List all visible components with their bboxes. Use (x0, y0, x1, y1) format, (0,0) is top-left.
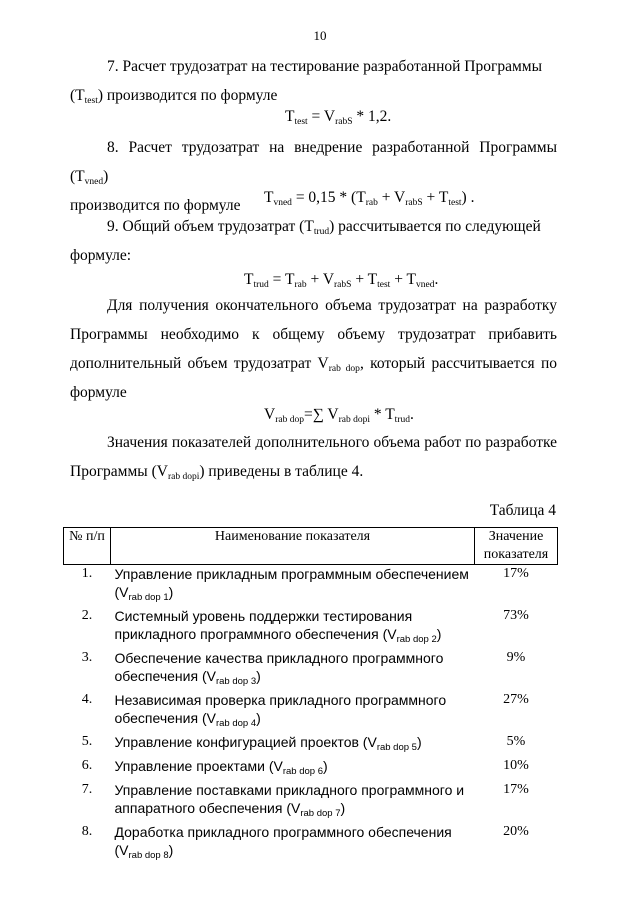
table-row (64, 691, 558, 733)
row-number: 5. (81, 734, 93, 749)
row-name-text: Управление поставками прикладного программного и аппаратного обеспечения (V (114, 782, 465, 816)
row-value: 17% (503, 782, 529, 797)
row-name-close: ) (256, 668, 261, 684)
row-value: 9% (506, 650, 526, 665)
row-value: 5% (506, 734, 526, 749)
formula-t-test (285, 107, 391, 127)
row-name-subscript: rab dop 1 (128, 592, 169, 603)
text: + T (422, 189, 449, 206)
text: + T (390, 271, 417, 288)
header-num: № п/п (64, 528, 111, 565)
text: ) . (461, 189, 475, 206)
row-name-text: Управление проектами (V (114, 758, 283, 774)
row-name-text: Доработка прикладного программного обеспечения (V (114, 824, 452, 858)
row-name-close: ) (436, 626, 442, 642)
text: = T (268, 271, 295, 288)
text: + V (306, 271, 335, 288)
row-name-close: ) (416, 734, 422, 750)
table-row (64, 823, 558, 865)
text: , который рассчитывается по формуле (70, 355, 557, 401)
row-number: 7. (81, 782, 93, 797)
row-value: 73% (503, 608, 529, 623)
subscript: rabS (335, 117, 353, 127)
row-name-subscript: rab dop 5 (376, 742, 417, 753)
row-name-subscript: rab dop 4 (215, 718, 257, 729)
row-number: 2. (81, 608, 93, 623)
row-value: 17% (503, 566, 529, 581)
table-caption: Таблица 4 (489, 502, 556, 519)
indicators-table (63, 527, 558, 865)
row-value: 10% (503, 758, 529, 773)
paragraph-line (70, 133, 557, 191)
text: + T (351, 271, 378, 288)
row-name-text: Управление конфигурацией проектов (V (114, 734, 377, 750)
page-number: 10 (313, 28, 327, 43)
paragraph-item-7 (70, 52, 557, 110)
subscript: vned (416, 280, 435, 290)
text: = 0,15 * (T (291, 189, 366, 206)
paragraph-text: производится по формуле (70, 197, 241, 214)
table-header (64, 528, 558, 565)
row-number: 3. (81, 650, 93, 665)
formula-t-vned (264, 188, 474, 208)
row-name-text: Управление прикладным программным обеспечением (V (114, 566, 469, 600)
subscript: rab dop (275, 415, 304, 425)
text: 8. Расчет трудозатрат на внедрение разработанной Программы (T (70, 139, 557, 185)
subscript: rabS (334, 280, 352, 290)
row-name-subscript: rab dop 7 (300, 808, 341, 819)
row-name (111, 781, 475, 823)
text: ) приведены в таблице 4. (199, 463, 364, 480)
text: + V (377, 189, 406, 206)
row-name-text: Системный уровень поддержки тестирования прикладного программного обеспечения (V (114, 608, 413, 642)
formula-t-trud (244, 270, 438, 290)
table-row (64, 733, 558, 757)
row-name-subscript: rab dop 8 (128, 850, 169, 861)
row-name-subscript: rab dop 3 (215, 676, 257, 687)
symbol: T (244, 271, 254, 288)
text: = V (307, 108, 336, 125)
row-name (111, 565, 475, 608)
row-name-close: ) (168, 842, 174, 858)
subscript: rab dop (328, 364, 360, 374)
text: ) рассчитывается по следующей (329, 218, 541, 235)
row-value: 27% (503, 692, 529, 707)
row-name (111, 733, 475, 757)
paragraph-line (70, 81, 557, 110)
paragraph-additional-volume (70, 291, 557, 407)
row-name (111, 649, 475, 691)
row-name-close: ) (256, 710, 261, 726)
paragraph-text: формуле: (70, 247, 132, 264)
text: * 1,2. (352, 108, 392, 125)
subscript: test (84, 96, 98, 106)
text: (T (70, 87, 85, 104)
row-name-close: ) (340, 800, 346, 816)
row-name (111, 823, 475, 865)
symbol: T (285, 108, 295, 125)
header-name: Наименование показателя (111, 528, 475, 565)
text: ) (103, 168, 109, 185)
subscript: rab (365, 198, 378, 208)
subscript: test (294, 117, 308, 127)
paragraph-table-intro (70, 428, 557, 486)
text: ) производится по формуле (97, 87, 278, 104)
text: Значения показателей дополнительного объема работ по разработке Программы (V (70, 434, 557, 480)
table-row (64, 781, 558, 823)
row-number: 6. (81, 758, 93, 773)
row-name (111, 607, 475, 649)
paragraph-text: 7. Расчет трудозатрат на тестирование разработанной Программы (107, 58, 543, 75)
text: . (434, 271, 439, 288)
table-row (64, 565, 558, 608)
table-row (64, 607, 558, 649)
table-row (64, 757, 558, 781)
paragraph-line (70, 212, 557, 241)
table-body (64, 565, 558, 866)
row-number: 4. (81, 692, 93, 707)
subscript: rab dopi (167, 472, 200, 482)
text: * T (369, 406, 395, 423)
subscript: test (377, 280, 391, 290)
paragraph-item-9 (70, 212, 557, 270)
subscript: rabS (405, 198, 423, 208)
subscript: vned (273, 198, 292, 208)
subscript: test (448, 198, 462, 208)
row-name-close: ) (322, 758, 328, 774)
text: Для получения окончательного объема трудозатрат на разработку Программы необходимо к общему объему трудозатрат прибавить дополнительный объем трудозатрат V (70, 297, 557, 372)
subscript: trud (253, 280, 269, 290)
row-name-text: Обеспечение качества прикладного программного обеспечения (V (114, 650, 444, 684)
subscript: trud (313, 227, 330, 237)
header-row (64, 528, 558, 565)
subscript: vned (84, 177, 104, 187)
row-name-subscript: rab dop 2 (396, 634, 437, 645)
text: =∑ V (303, 406, 339, 423)
row-name-close: ) (168, 584, 174, 600)
subscript: rab dopi (338, 415, 370, 425)
text: 9. Общий объем трудозатрат (T (107, 218, 314, 235)
row-name (111, 691, 475, 733)
row-name (111, 757, 475, 781)
table-row (64, 649, 558, 691)
header-value: Значение показателя (475, 528, 558, 565)
symbol: V (264, 406, 276, 423)
formula-v-rab-dop (264, 405, 414, 425)
subscript: trud (394, 415, 410, 425)
symbol: T (264, 189, 274, 206)
text: . (409, 406, 414, 423)
row-value: 20% (503, 824, 529, 839)
subscript: rab (294, 280, 307, 290)
row-number: 1. (81, 566, 93, 581)
row-name-subscript: rab dop 6 (282, 766, 323, 777)
row-name-text: Независимая проверка прикладного программного обеспечения (V (114, 692, 447, 726)
row-number: 8. (81, 824, 93, 839)
